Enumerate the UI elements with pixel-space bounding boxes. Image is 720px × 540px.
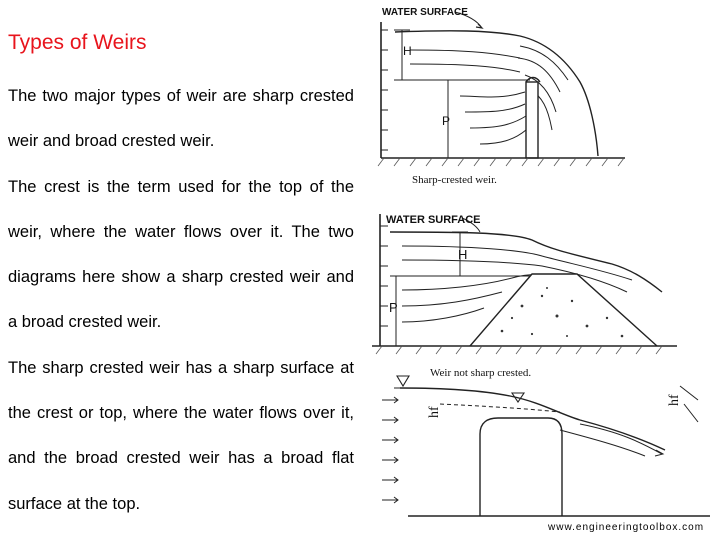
sharp-weir-caption: Sharp-crested weir. (412, 174, 497, 186)
hf-label-right: hf (667, 394, 682, 406)
not-sharp-caption: Weir not sharp crested. (430, 367, 532, 379)
water-surface-label: WATER SURFACE (382, 7, 468, 18)
water-surface-label: WATER SURFACE (386, 214, 481, 226)
broad-crested-weir-diagram (372, 206, 682, 356)
not-sharp-crested-weir-diagram (380, 366, 710, 518)
sharp-crested-weir-diagram (370, 0, 630, 190)
paragraph-crest: The crest is the term used for the top of the weir, where the water flows over it. The two diagrams here show a sharp crested weir and a broad crested weir. (8, 177, 354, 332)
hf-label: hf (427, 406, 442, 418)
source-credit: www.engineeringtoolbox.com (548, 522, 705, 533)
paragraph-comparison: The sharp crested weir has a sharp surface at the crest or top, where the water flows over it, and the broad crested weir has a broad flat surface at the top. (8, 358, 354, 513)
body-text (8, 74, 354, 527)
p-label: P (389, 300, 398, 315)
paragraph-types: The two major types of weir are sharp crested weir and broad crested weir. (8, 87, 354, 151)
slide-title: Types of Weirs (8, 31, 147, 54)
h-label: H (403, 44, 412, 58)
h-label: H (458, 247, 468, 262)
p-label: P (442, 114, 451, 128)
